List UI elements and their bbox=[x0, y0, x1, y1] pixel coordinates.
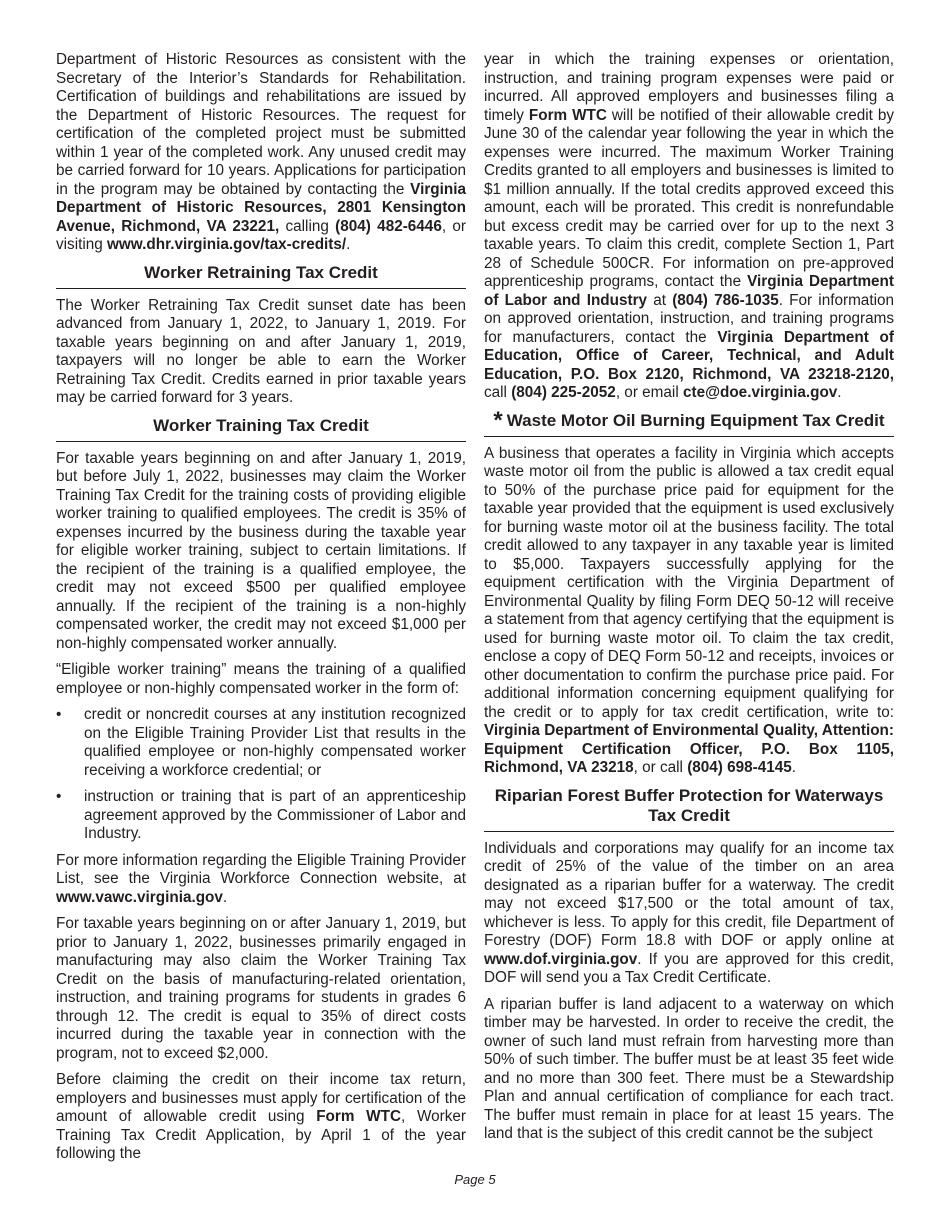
bullet-marker: • bbox=[56, 788, 62, 805]
bullet-marker: • bbox=[56, 706, 62, 723]
education-email: cte@doe.virginia.gov bbox=[682, 384, 838, 401]
education-dept-address: Virginia Department of Education, Office of Career, Technical, and Adult Education, P.O. Box 2120, Richmond, VA 23218-2120, bbox=[484, 328, 894, 383]
page-number: Page 5 bbox=[454, 1172, 496, 1187]
dof-website: www.dof.virginia.gov bbox=[484, 950, 638, 968]
riparian-buffer-p1: Individuals and corporations may qualify for an income tax credit of 25% of the value of the timber on an area designated as a riparian buffer for a waterway. The credit may not exceed $17,500 or the total amount of tax, whichever is less. To apply for this credit, file Department of Forestry (DOF) Form 18.8 with DOF or apply online at www.dof.virginia.gov. If you are approved for this credit, DOF will send you a Tax Credit Certificate. bbox=[484, 839, 894, 986]
worker-training-p2: “Eligible worker training” means the training of a qualified employee or non-highly compensated worker in the form of: bbox=[56, 661, 466, 697]
eligible-training-list bbox=[56, 706, 466, 844]
deq-address: Virginia Department of Environmental Quality, Attention: Equipment Certification Officer, P.O. Box 1105, Richmond, VA 23218 bbox=[484, 722, 894, 776]
education-phone: (804) 225-2052 bbox=[511, 384, 616, 401]
new-item-star-icon: * bbox=[493, 406, 503, 434]
historic-resources-continuation: Department of Historic Resources as consistent with the Secretary of the Interior’s Standards for Rehabilitation. Certification of buildings and rehabilitations are issued by the Department of Historic Resources. The request for certification of the completed project must be submitted within 1 year of the completed work. Any unused credit may be carried forward for 10 years. Applications for participation in the program may be obtained by contacting the Virginia Department of Historic Resources, 2801 Kensington Avenue, Richmond, VA 23221, calling (804) 482-6446, or visiting www.dhr.virginia.gov/tax-credits/. bbox=[56, 51, 466, 253]
right-column bbox=[484, 51, 894, 1152]
form-wtc: Form WTC bbox=[316, 1108, 401, 1125]
vawc-website: www.vawc.virginia.gov bbox=[56, 888, 223, 906]
list-item: • instruction or training that is part of an apprenticeship agreement approved by the Commissioner of Labor and Industry. bbox=[56, 788, 466, 842]
riparian-buffer-heading: Riparian Forest Buffer Protection for Waterways Tax Credit bbox=[484, 786, 894, 832]
worker-training-p3: For more information regarding the Eligible Training Provider List, see the Virginia Workforce Connection website, at www.vawc.virginia.gov. bbox=[56, 851, 466, 906]
worker-training-p1: For taxable years beginning on and after January 1, 2019, but before July 1, 2022, businesses may claim the Worker Training Tax Credit for the training costs of providing eligible worker training to qualified employees. The credit is 35% of expenses incurred by the business during the taxable year for eligible worker training, subject to certain limitations. If the recipient of the training is a qualified employee, the credit may not exceed $500 per qualified employee annually. If the recipient of the training is a non-highly compensated worker, the credit may not exceed $1,000 per non-highly compensated worker annually. bbox=[56, 449, 466, 652]
left-column bbox=[56, 51, 466, 1172]
worker-training-heading: Worker Training Tax Credit bbox=[56, 416, 466, 442]
worker-training-continuation: year in which the training expenses or orientation, instruction, and training program expenses were paid or incurred. All approved employers and businesses filing a timely Form WTC will be notified of their allowable credit by June 30 of the calendar year following the year in which the expenses were incurred. The maximum Worker Training Credits granted to all employers and businesses is limited to $1 million annually. If the total credits approved exceed this amount, each will be prorated. This credit is nonrefundable but excess credit may be carried over for up to the next 3 taxable years. To claim this credit, complete Section 1, Part 28 of Schedule 500CR. For information on pre-approved apprenticeship programs, contact the Virginia Department of Labor and Industry at (804) 786-1035. For information on approved orientation, instruction, and training programs for manufacturers, contact the Virginia Department of Education, Office of Career, Technical, and Adult Education, P.O. Box 2120, Richmond, VA 23218-2120, call (804) 225-2052, or email cte@doe.virginia.gov. bbox=[484, 51, 894, 401]
dhr-address: Virginia Department of Historic Resources, 2801 Kensington Avenue, Richmond, VA 23221, bbox=[56, 180, 466, 235]
list-item: • credit or noncredit courses at any institution recognized on the Eligible Training Provider List that results in the qualified employee or non-highly compensated worker receiving a workforce credential; or bbox=[56, 706, 466, 779]
dhr-website: www.dhr.virginia.gov/tax-credits/ bbox=[107, 236, 347, 253]
labor-industry-dept: Virginia Department of Labor and Industry bbox=[484, 273, 894, 309]
worker-training-p4: For taxable years beginning on or after January 1, 2019, but prior to January 1, 2022, businesses primarily engaged in manufacturing may also claim the Worker Training Tax Credit on the basis of manufacturing-related orientation, instruction, and training programs for students in grades 6 through 12. The credit is equal to 35% of direct costs incurred during the taxable year in connection with the program, not to exceed $2,000. bbox=[56, 915, 466, 1062]
deq-phone: (804) 698-4145 bbox=[687, 759, 792, 776]
worker-retraining-heading: Worker Retraining Tax Credit bbox=[56, 263, 466, 289]
worker-training-p5: Before claiming the credit on their income tax return, employers and businesses must apply for certification of the amount of allowable credit using Form WTC, Worker Training Tax Credit Application, by April 1 of the year following the bbox=[56, 1071, 466, 1162]
worker-retraining-body: The Worker Retraining Tax Credit sunset date has been advanced from January 1, 2022, to January 1, 2019. For taxable years beginning on and after January 1, 2019, taxpayers will no longer be able to earn the Worker Retraining Tax Credit. Credits earned in prior taxable years may be carried forward for 3 years. bbox=[56, 296, 466, 406]
dhr-phone: (804) 482-6446 bbox=[335, 217, 442, 235]
riparian-buffer-p2: A riparian buffer is land adjacent to a waterway on which timber may be harvested. In order to receive the credit, the owner of such land must refrain from harvesting more than 50% of such timber. The buffer must be at least 35 feet wide and no more than 300 feet. There must be a Stewardship Plan and annual certification of compliance for each tract. The buffer must remain in place for at least 15 years. The land that is the subject of this credit cannot be the subject bbox=[484, 995, 894, 1142]
waste-motor-oil-body: A business that operates a facility in Virginia which accepts waste motor oil from the public is allowed a tax credit equal to 50% of the purchase price paid for equipment for the taxable year provided that the equipment is used exclusively for burning waste motor oil at the business facility. The total credit allowed to any taxpayer in any taxable year is limited to $5,000. Taxpayers successfully applying for the equipment certification with the Virginia Department of Environmental Quality by filing Form DEQ 50-12 will receive a statement from that agency certifying that the equipment is used for burning waste motor oil. To claim the tax credit, enclose a copy of DEQ Form 50-12 and receipts, invoices or other documentation to confirm the purchase price paid. For additional information concerning equipment qualifying for the credit or to apply for tax credit certification, write to: Virginia Department of Environmental Quality, Attention: Equipment Certification Officer, P.O. Box 1105, Richmond, VA 23218, or call (804) 698-4145. bbox=[484, 444, 894, 776]
waste-motor-oil-heading: * Waste Motor Oil Burning Equipment Tax Credit bbox=[484, 411, 894, 437]
labor-phone: (804) 786-1035 bbox=[672, 291, 779, 309]
